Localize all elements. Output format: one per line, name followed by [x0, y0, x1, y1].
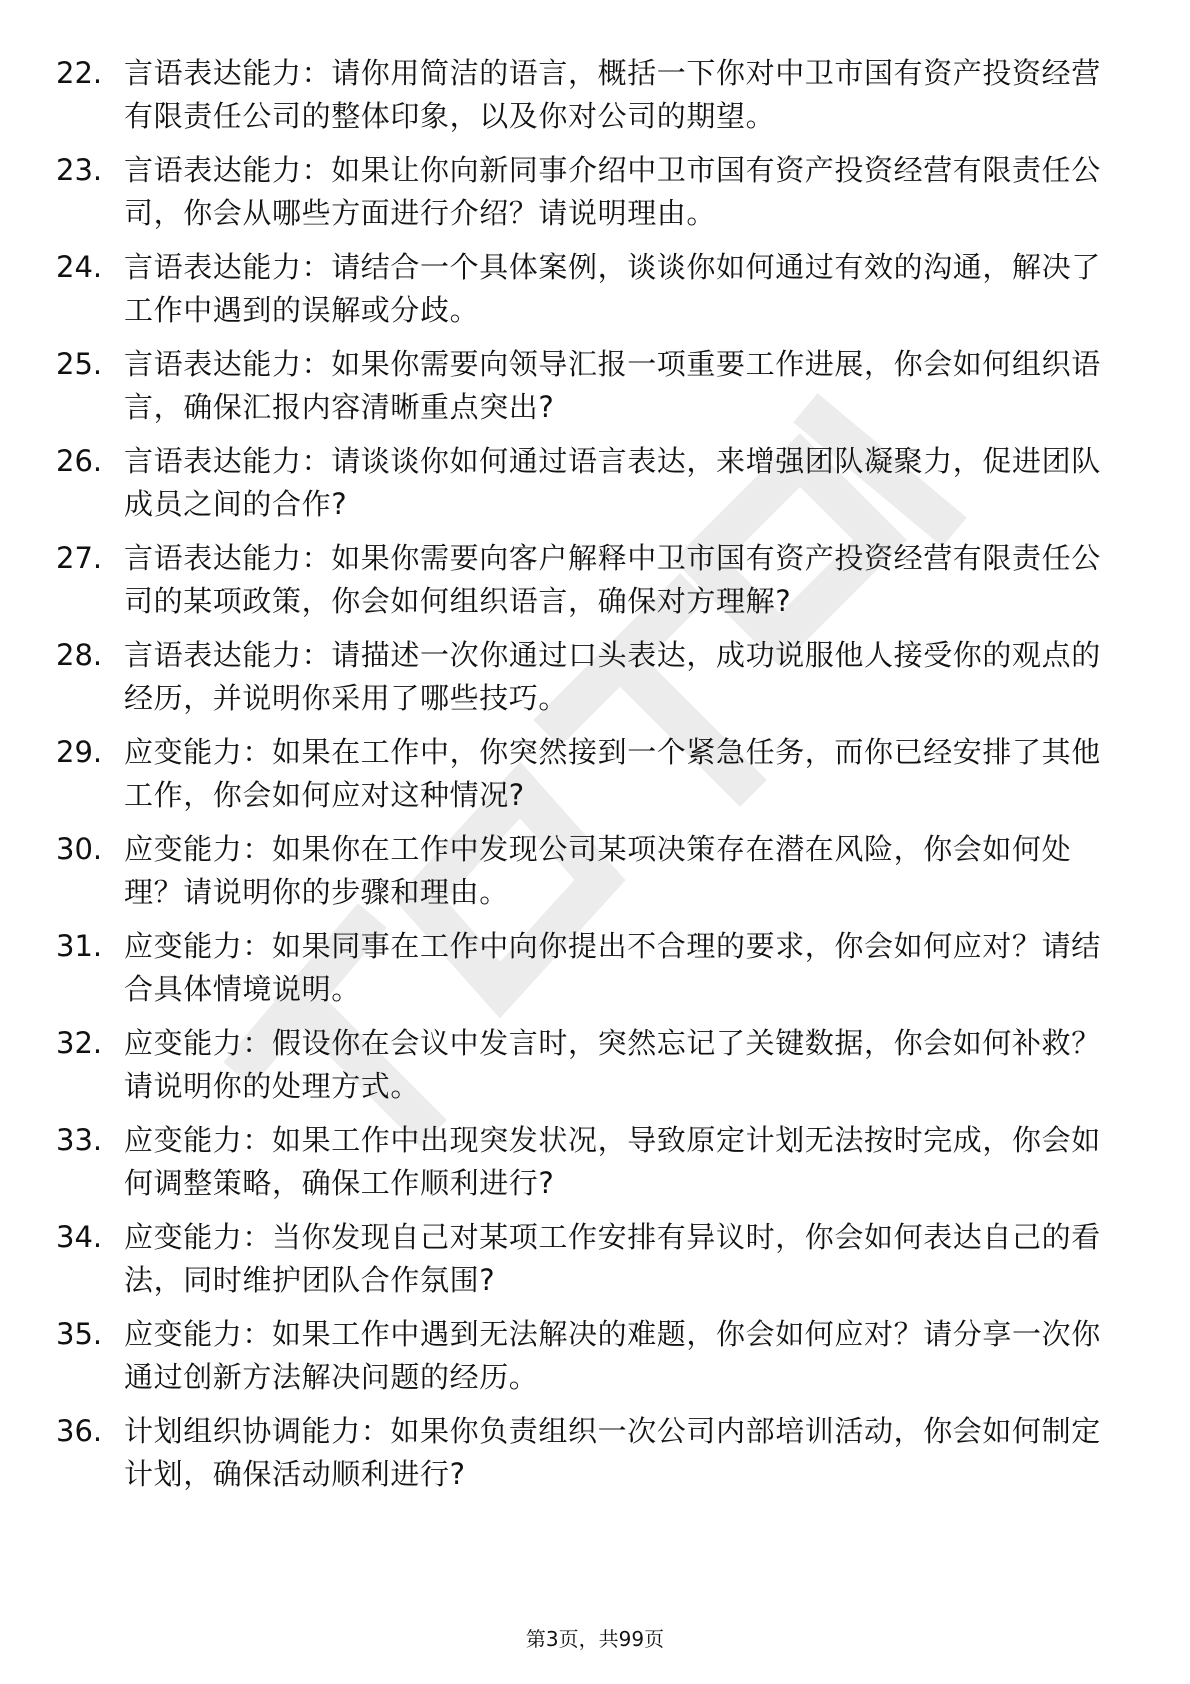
question-text: 应变能力：当你发现自己对某项工作安排有异议时，你会如何表达自己的看法，同时维护团队合作氛围? — [124, 1220, 1101, 1297]
question-text: 计划组织协调能力：如果你负责组织一次公司内部培训活动，你会如何制定计划，确保活动顺利进行? — [124, 1414, 1101, 1491]
question-item — [56, 828, 1116, 925]
question-item — [56, 731, 1116, 828]
question-text: 应变能力：如果你在工作中发现公司某项决策存在潜在风险，你会如何处理？请说明你的步骤和理由。 — [124, 832, 1072, 909]
question-item — [56, 1216, 1116, 1313]
question-number: 32. — [56, 1026, 103, 1060]
question-number: 27. — [56, 541, 103, 575]
question-text: 言语表达能力：请结合一个具体案例，谈谈你如何通过有效的沟通，解决了工作中遇到的误解或分歧。 — [124, 250, 1101, 327]
question-number: 26. — [56, 444, 103, 478]
question-text: 应变能力：如果同事在工作中向你提出不合理的要求，你会如何应对？请结合具体情境说明。 — [124, 929, 1101, 1006]
question-number: 24. — [56, 250, 103, 284]
question-item — [56, 1022, 1116, 1119]
question-item — [56, 634, 1116, 731]
question-number: 31. — [56, 929, 103, 963]
question-number: 35. — [56, 1317, 103, 1351]
question-text: 应变能力：假设你在会议中发言时，突然忘记了关键数据，你会如何补救？请说明你的处理方式。 — [124, 1026, 1101, 1103]
question-text: 言语表达能力：请描述一次你通过口头表达，成功说服他人接受你的观点的经历，并说明你采用了哪些技巧。 — [124, 638, 1101, 715]
question-text: 应变能力：如果工作中遇到无法解决的难题，你会如何应对？请分享一次你通过创新方法解决问题的经历。 — [124, 1317, 1101, 1394]
question-text: 应变能力：如果工作中出现突发状况，导致原定计划无法按时完成，你会如何调整策略，确保工作顺利进行? — [124, 1123, 1101, 1200]
question-item — [56, 440, 1116, 537]
question-number: 30. — [56, 832, 103, 866]
question-number: 28. — [56, 638, 103, 672]
question-list — [56, 52, 1116, 1507]
question-item — [56, 246, 1116, 343]
question-number: 36. — [56, 1414, 103, 1448]
question-number: 25. — [56, 347, 103, 381]
question-text: 言语表达能力：如果你需要向领导汇报一项重要工作进展，你会如何组织语言，确保汇报内容清晰重点突出? — [124, 347, 1101, 424]
question-text: 言语表达能力：请谈谈你如何通过语言表达，来增强团队凝聚力，促进团队成员之间的合作? — [124, 444, 1101, 521]
question-number: 29. — [56, 735, 103, 769]
page-footer: 第3页，共99页 — [525, 1627, 665, 1651]
question-item — [56, 537, 1116, 634]
question-number: 23. — [56, 153, 103, 187]
question-text: 应变能力：如果在工作中，你突然接到一个紧急任务，而你已经安排了其他工作，你会如何应对这种情况? — [124, 735, 1101, 812]
question-item — [56, 1410, 1116, 1507]
question-item — [56, 149, 1116, 246]
question-item — [56, 52, 1116, 149]
question-item — [56, 343, 1116, 440]
question-item — [56, 925, 1116, 1022]
question-item — [56, 1313, 1116, 1410]
question-text: 言语表达能力：请你用简洁的语言，概括一下你对中卫市国有资产投资经营有限责任公司的整体印象，以及你对公司的期望。 — [124, 56, 1101, 133]
question-number: 33. — [56, 1123, 103, 1157]
question-number: 34. — [56, 1220, 103, 1254]
question-item — [56, 1119, 1116, 1216]
question-text: 言语表达能力：如果你需要向客户解释中卫市国有资产投资经营有限责任公司的某项政策，你会如何组织语言，确保对方理解? — [124, 541, 1101, 618]
question-number: 22. — [56, 56, 103, 90]
question-text: 言语表达能力：如果让你向新同事介绍中卫市国有资产投资经营有限责任公司，你会从哪些方面进行介绍？请说明理由。 — [124, 153, 1101, 230]
